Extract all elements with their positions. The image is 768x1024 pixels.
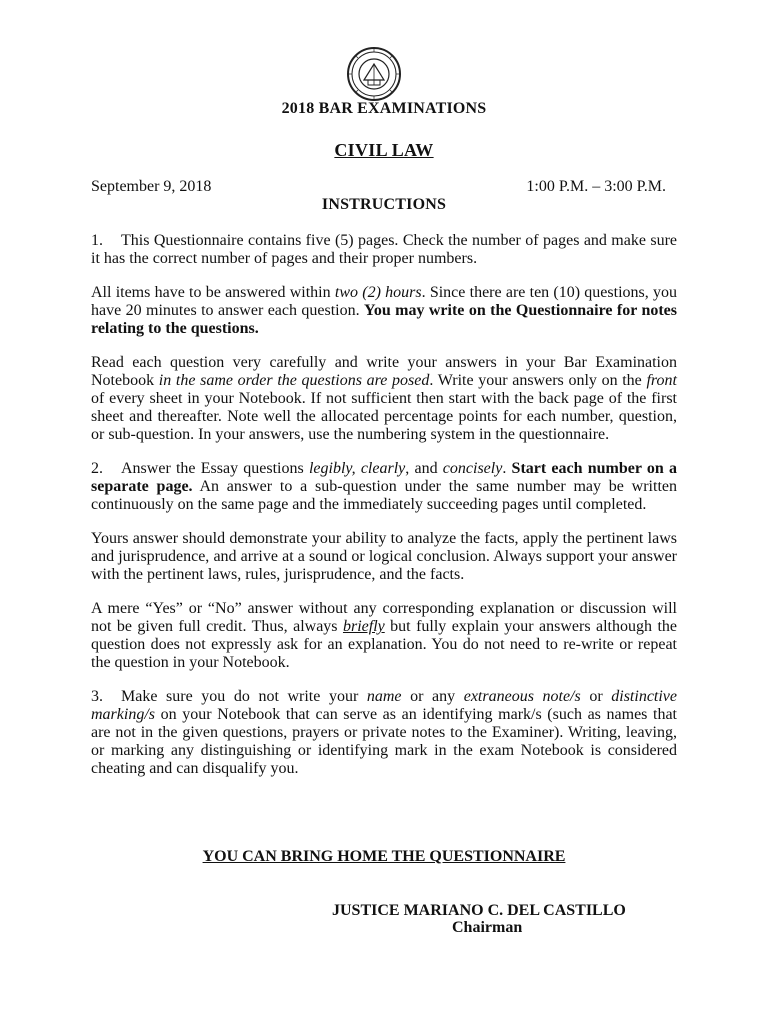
paragraph-text: . Write your answers only on the (429, 372, 647, 389)
subject-title: CIVIL LAW (334, 140, 434, 160)
bring-home-notice: YOU CAN BRING HOME THE QUESTIONNAIRE (202, 848, 566, 865)
signer-title: Chairman (452, 919, 523, 936)
paragraph-2 (91, 284, 677, 338)
emphasis-text: distinctive marking/s (91, 688, 678, 723)
emphasis-text: two (2) hours (334, 284, 422, 301)
paragraph-text: All items have to be answered within (91, 284, 335, 301)
supreme-court-seal-icon (346, 46, 402, 102)
exam-title: 2018 BAR EXAMINATIONS (281, 100, 487, 117)
paragraph-4 (91, 460, 677, 514)
paragraph-text: . Since there are ten (10) questions, you have 20 minutes to answer each question. (91, 284, 677, 319)
exam-date: September 9, 2018 (91, 178, 212, 195)
emphasis-text: front (646, 372, 677, 389)
paragraph-text: but fully explain your answers although the question does not expressly ask for an explanation. You do not need to re-write or repeat the question in your Notebook. (91, 618, 677, 671)
paragraph-3 (91, 354, 677, 444)
exam-time: 1:00 P.M. – 3:00 P.M. (526, 178, 666, 195)
paragraph-text: of every sheet in your Notebook. If not sufficient then start with the back page of the first sheet and thereafter. Note well the allocated percentage points for each number, question, or sub-question. In your answers, use the numbering system in the questionnaire. (91, 390, 677, 443)
paragraph-5 (91, 530, 677, 584)
paragraph-text: Make sure you do not write your (121, 688, 367, 705)
item-number: 2. (91, 460, 103, 477)
paragraph-text: . (502, 460, 512, 477)
paragraph-text: Yours answer should demonstrate your ability to analyze the facts, apply the pertinent laws and jurisprudence, and arrive at a sound or logical conclusion. Always support your answer with the pertinent laws, rules, jurisprudence, and the facts. (91, 530, 677, 583)
item-number: 3. (91, 688, 103, 705)
emphasis-text: name (366, 688, 402, 705)
paragraph-text: or (580, 688, 612, 705)
paragraph-text: on your Notebook that can serve as an identifying mark/s (such as names that are not in the given questions, prayers or private notes to the Examiner). Writing, leaving, or marking any distinguishing or identifying mark in the exam Notebook is considered cheating and can disqualify you. (91, 706, 677, 777)
emphasis-text: in the same order the questions are posed (158, 372, 430, 389)
paragraph-text: This Questionnaire contains five (5) pages. Check the number of pages and make sure it has the correct number of pages and their proper numbers. (91, 232, 677, 267)
paragraph-text: Answer the Essay questions (121, 460, 309, 477)
bold-text: You may write on the Questionnaire for notes relating to the questions. (91, 302, 678, 337)
paragraph-text: , and (405, 460, 443, 477)
paragraph-text: or any (401, 688, 464, 705)
paragraph-text: An answer to a sub-question under the same number may be written continuously on the same page and the immediately succeeding pages until completed. (91, 478, 677, 513)
emphasis-text: extraneous note/s (463, 688, 581, 705)
paragraph-1 (91, 232, 677, 268)
paragraph-6 (91, 600, 677, 672)
emphasis-text: legibly, clearly (308, 460, 406, 477)
paragraph-text: A mere “Yes” or “No” answer without any corresponding explanation or discussion will not be given full credit. Thus, always (91, 600, 677, 635)
instructions-body (91, 232, 677, 794)
paragraph-7 (91, 688, 677, 778)
bold-text: Start each number on a separate page. (91, 460, 678, 495)
item-number: 1. (91, 232, 103, 249)
instructions-heading: INSTRUCTIONS (321, 196, 447, 213)
emphasis-text: concisely (442, 460, 503, 477)
emphasis-text: briefly (342, 618, 385, 635)
signer-name: JUSTICE MARIANO C. DEL CASTILLO (332, 902, 626, 919)
paragraph-text: Read each question very carefully and write your answers in your Bar Examination Notebook (91, 354, 677, 389)
